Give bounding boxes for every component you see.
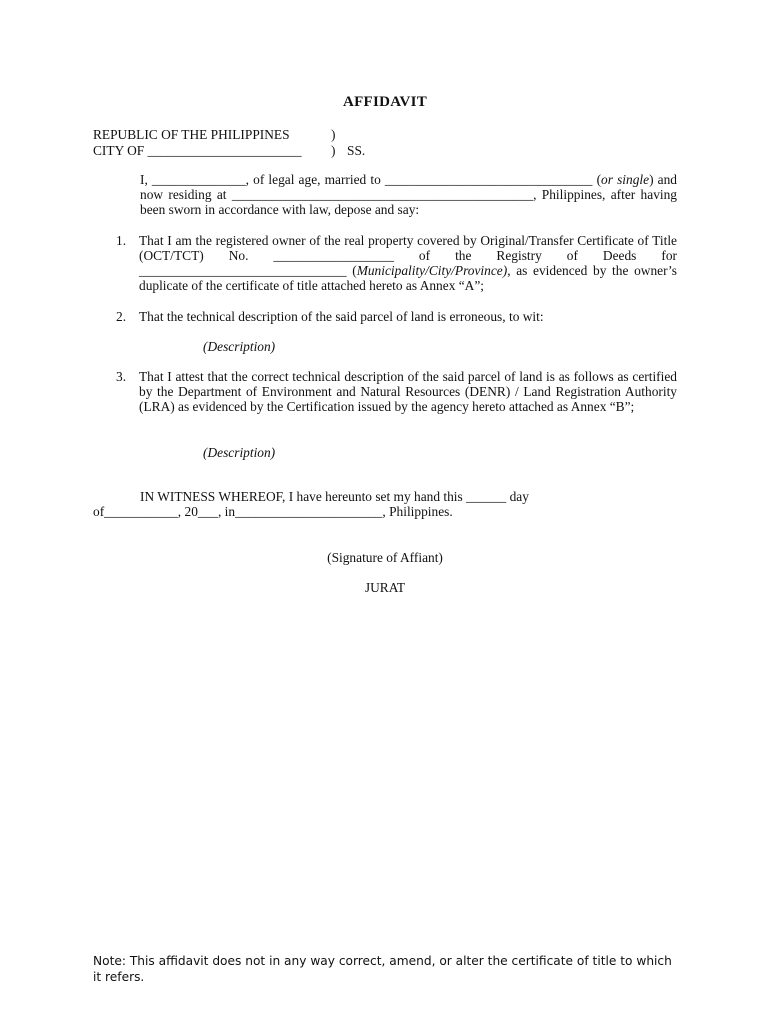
intro-paragraph — [93, 172, 677, 217]
item-1-italic: Municipality/City/Province) — [356, 263, 508, 278]
venue-paren: ) — [331, 127, 336, 142]
venue-line-republic — [93, 127, 393, 143]
item-2-body: That the technical description of the said parcel of land is erroneous, to wit: — [139, 309, 544, 324]
signature-of-affiant: (Signature of Affiant) — [327, 550, 443, 565]
numbered-item-2 — [93, 309, 677, 324]
intro-or-single: or single — [601, 172, 650, 187]
item-2-description: (Description) — [203, 339, 276, 354]
intro-text-part-a: I, ______________, of legal age, married to _______________________________ ( — [140, 172, 602, 187]
witness-block — [93, 489, 677, 519]
item-1-part-b: , as evidenced by the owner’s duplicate of the certificate of title attached hereto as Annex “A”; — [139, 263, 677, 293]
venue-paren: ) — [331, 143, 336, 158]
intro-text-part-b: ) and now residing at _____________________________________________, Philippines, after having been sworn in accordance with law, depose and say: — [140, 172, 677, 217]
item-number: 1. — [116, 233, 127, 248]
item-3-description: (Description) — [203, 445, 276, 460]
item-3-text — [93, 369, 677, 414]
item-1-part-a: That I am the registered owner of the real property covered by Original/Transfer Certificate of Title (OCT/TCT) No. __________________ of the Registry of Deeds for _______________________________ ( — [139, 233, 677, 278]
numbered-item-3 — [93, 369, 677, 414]
witness-line-1: IN WITNESS WHEREOF, I have hereunto set my hand this ______ day — [140, 489, 529, 504]
venue-city-text: CITY OF _______________________ — [93, 143, 302, 158]
intro-text — [93, 172, 677, 217]
venue-block — [93, 127, 393, 159]
item-3-body: That I attest that the correct technical description of the said parcel of land is as follows as certified by the Department of Environment and Natural Resources (DENR) / Land Registration Authority (LRA) as evidenced by the Certification issued by the agency hereto attached as Annex “B”; — [139, 369, 677, 414]
document-title: AFFIDAVIT — [342, 94, 428, 110]
witness-line-2: of___________, 20___, in______________________, Philippines. — [93, 504, 453, 519]
item-1-text — [93, 233, 677, 293]
item-number: 2. — [116, 309, 127, 324]
item-number: 3. — [116, 369, 127, 384]
jurat-heading: JURAT — [364, 580, 406, 595]
venue-ss: SS. — [347, 143, 366, 158]
item-2-text — [93, 309, 677, 324]
numbered-item-1 — [93, 233, 677, 293]
venue-republic-text: REPUBLIC OF THE PHILIPPINES — [93, 127, 290, 142]
footer-note: Note: This affidavit does not in any way correct, amend, or alter the certificate of title to which it refers. — [93, 954, 672, 984]
venue-line-city — [93, 143, 393, 159]
